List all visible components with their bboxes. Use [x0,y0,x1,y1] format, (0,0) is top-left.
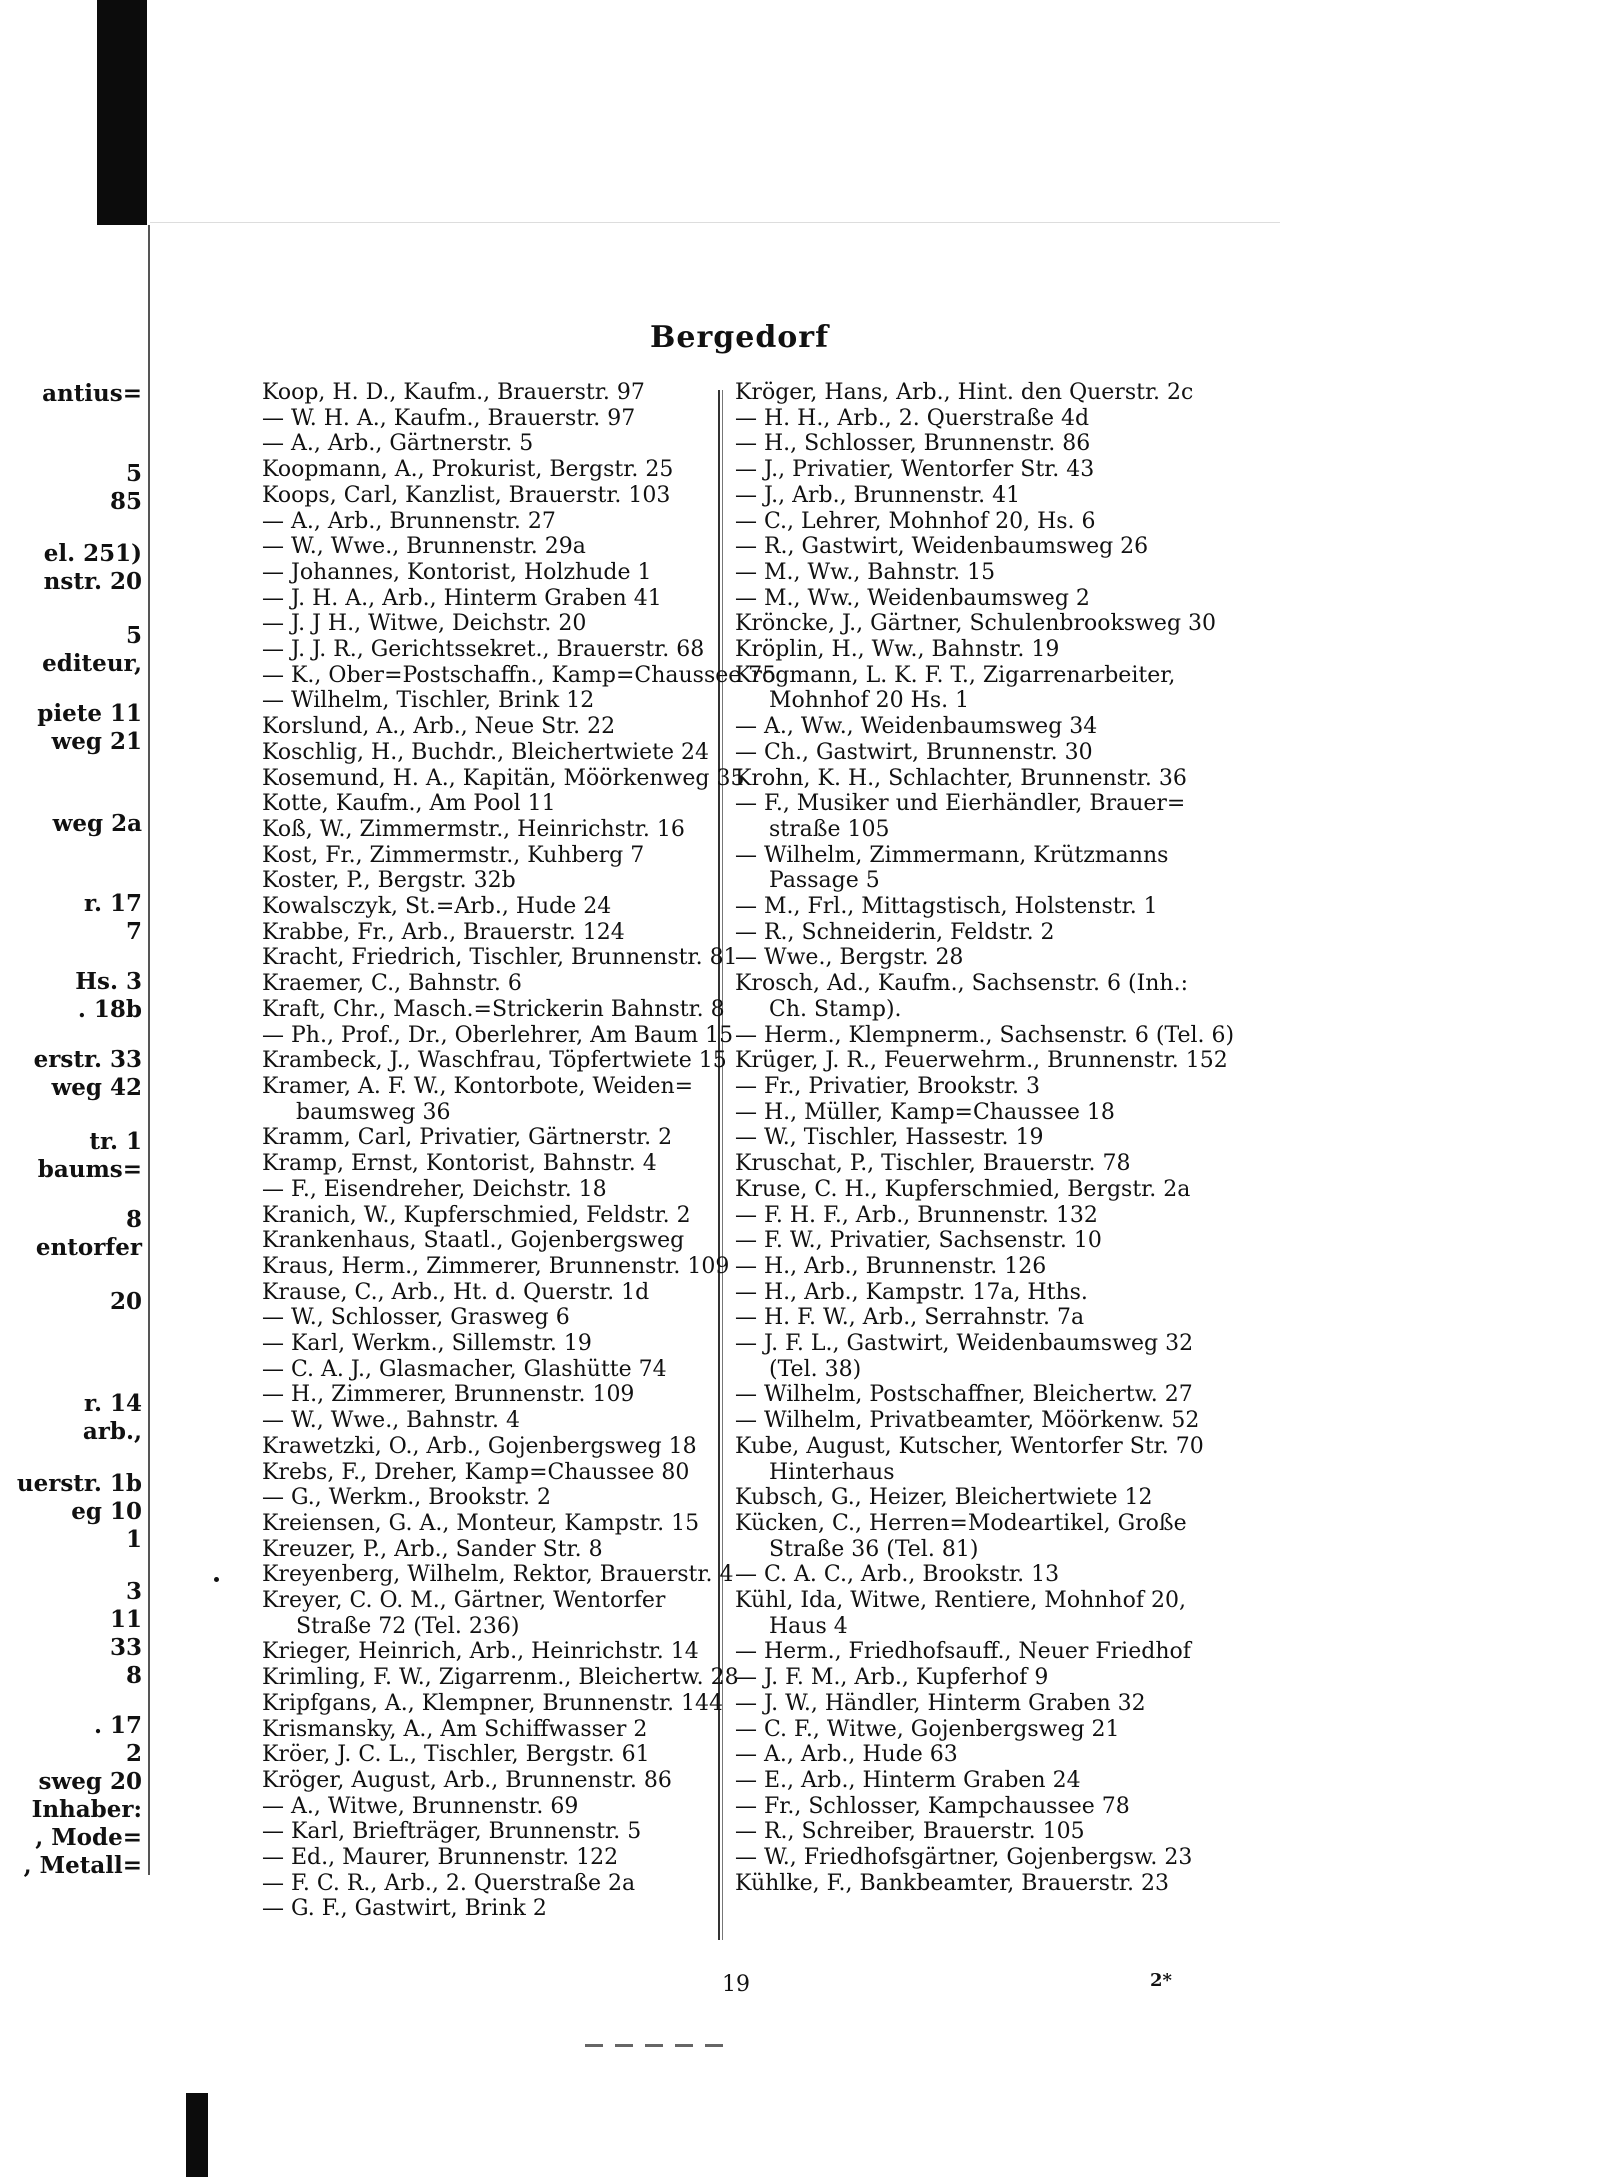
directory-entry: Koops, Carl, Kanzlist, Brauerstr. 103 [262,482,671,508]
facing-page-line: erstr. 33 [33,1046,142,1073]
facing-page-line: uerstr. 1b [16,1470,142,1497]
directory-entry: Krismansky, A., Am Schiffwasser 2 [262,1716,648,1742]
facing-page-line: baums= [37,1156,142,1183]
facing-page-line: piete 11 [37,700,142,727]
directory-entry: Koop, H. D., Kaufm., Brauerstr. 97 [262,380,645,405]
directory-entry: — M., Ww., Weidenbaumsweg 2 [735,585,1090,611]
directory-entry: — R., Schneiderin, Feldstr. 2 [735,919,1055,945]
directory-entry: Kühlke, F., Bankbeamter, Brauerstr. 23 [735,1870,1170,1896]
directory-entry: — Herm., Friedhofsauff., Neuer Friedhof [735,1639,1191,1665]
directory-entry: Kruschat, P., Tischler, Brauerstr. 78 [735,1151,1131,1177]
directory-entry: Kraus, Herm., Zimmerer, Brunnenstr. 109 [262,1253,730,1279]
directory-entry: — F., Eisendreher, Deichstr. 18 [262,1176,607,1202]
directory-entry: Haus 4 [769,1613,848,1639]
directory-entry: Kruse, C. H., Kupferschmied, Bergstr. 2a [735,1176,1191,1202]
directory-entry: Mohnhof 20 Hs. 1 [769,688,970,714]
facing-page-line: 2 [125,1740,142,1767]
directory-entry: — C., Lehrer, Mohnhof 20, Hs. 6 [735,508,1096,534]
directory-entry: Kube, August, Kutscher, Wentorfer Str. 70 [735,1433,1204,1459]
directory-entry: — A., Arb., Hude 63 [735,1742,958,1768]
margin-dot [214,1577,219,1582]
facing-page-line: weg 2a [52,810,142,837]
directory-entry: Kotte, Kaufm., Am Pool 11 [262,791,556,817]
facing-page-line: eg 10 [71,1498,142,1525]
facing-page-line: 33 [109,1634,142,1661]
directory-entry: — A., Arb., Brunnenstr. 27 [262,508,556,534]
directory-entry: Kramp, Ernst, Kontorist, Bahnstr. 4 [262,1151,657,1177]
directory-entry: Kramm, Carl, Privatier, Gärtnerstr. 2 [262,1125,673,1151]
directory-entry: — H., Zimmerer, Brunnenstr. 109 [262,1382,635,1408]
directory-entry: Kücken, C., Herren=Modeartikel, Große [735,1510,1187,1536]
directory-entry: — E., Arb., Hinterm Graben 24 [735,1767,1081,1793]
directory-entry: Kracht, Friedrich, Tischler, Brunnenstr. 81 [262,945,738,971]
directory-entry: — J. H. A., Arb., Hinterm Graben 41 [262,585,662,611]
directory-entry: Krabbe, Fr., Arb., Brauerstr. 124 [262,919,625,945]
directory-entry: — H. F. W., Arb., Serrahnstr. 7a [735,1305,1085,1331]
directory-entry: — A., Witwe, Brunnenstr. 69 [262,1793,579,1819]
facing-page-line: arb., [82,1418,142,1445]
directory-entry: Kreyenberg, Wilhelm, Rektor, Brauerstr. 4 [262,1562,734,1588]
directory-entry: — G., Werkm., Brookstr. 2 [262,1485,552,1511]
directory-entry: — Johannes, Kontorist, Holzhude 1 [262,559,652,585]
printer-signature: 2* [1150,1970,1172,1991]
facing-page-line: sweg 20 [38,1768,142,1795]
directory-entry: — Fr., Privatier, Brookstr. 3 [735,1073,1040,1099]
page-title: Bergedorf [650,320,830,355]
directory-entry: — M., Frl., Mittagstisch, Holstenstr. 1 [735,894,1158,920]
facing-page-line: 5 [125,460,142,487]
facing-page-line: r. 17 [83,890,142,917]
facing-page-line: tr. 1 [89,1128,142,1155]
footer-dash-marks [585,2044,725,2047]
directory-entry: Kröger, Hans, Arb., Hint. den Querstr. 2c [735,380,1194,405]
directory-entry: Krosch, Ad., Kaufm., Sachsenstr. 6 (Inh.: [735,971,1188,997]
facing-page-line: 5 [125,622,142,649]
directory-entry: — Ph., Prof., Dr., Oberlehrer, Am Baum 15 [262,1022,734,1048]
directory-entry: (Tel. 38) [769,1356,862,1382]
directory-entry: Kröncke, J., Gärtner, Schulenbrooksweg 30 [735,611,1217,637]
facing-page-line: Inhaber: [31,1796,142,1823]
directory-entry: Krohn, K. H., Schlachter, Brunnenstr. 36 [735,765,1187,791]
directory-entry: — W., Wwe., Brunnenstr. 29a [262,534,586,560]
directory-entry: — Wilhelm, Tischler, Brink 12 [262,688,595,714]
facing-page-line: 20 [109,1288,142,1315]
directory-entry: — Wwe., Bergstr. 28 [735,945,964,971]
right-column [735,380,1235,1896]
directory-entry: Passage 5 [769,868,880,894]
directory-entry: Krogmann, L. K. F. T., Zigarrenarbeiter, [735,662,1176,688]
directory-entry: — J. J H., Witwe, Deichstr. 20 [262,611,587,637]
directory-entry: Kraemer, C., Bahnstr. 6 [262,971,522,997]
facing-page-line: Hs. 3 [75,968,142,995]
left-column [262,380,777,1922]
directory-entry: Kripfgans, A., Klempner, Brunnenstr. 144 [262,1690,724,1716]
directory-entry: — H., Schlosser, Brunnenstr. 86 [735,431,1091,457]
directory-entry: — C. A. J., Glasmacher, Glashütte 74 [262,1356,667,1382]
directory-entry: Kühl, Ida, Witwe, Rentiere, Mohnhof 20, [735,1588,1186,1614]
facing-page-line: r. 14 [83,1390,142,1417]
directory-entry: Krause, C., Arb., Ht. d. Querstr. 1d [262,1279,650,1305]
directory-entry: — J., Privatier, Wentorfer Str. 43 [735,457,1095,483]
facing-page-line: . 18b [77,996,142,1023]
facing-page-line: nstr. 20 [43,568,142,595]
directory-entry: — W., Schlosser, Grasweg 6 [262,1305,570,1331]
directory-entry: — Wilhelm, Privatbeamter, Möörkenw. 52 [735,1408,1200,1434]
directory-entry: Kreyer, C. O. M., Gärtner, Wentorfer [262,1588,666,1614]
facing-page-line: editeur, [42,650,142,677]
directory-entry: — F. C. R., Arb., 2. Querstraße 2a [262,1870,636,1896]
directory-entry: — G. F., Gastwirt, Brink 2 [262,1896,547,1922]
facing-page-line: 85 [109,488,142,515]
directory-entry: Kreuzer, P., Arb., Sander Str. 8 [262,1536,603,1562]
directory-entry: Kubsch, G., Heizer, Bleichertwiete 12 [735,1485,1153,1511]
facing-page-line: 8 [125,1662,142,1689]
directory-entry: Straße 72 (Tel. 236) [296,1613,520,1639]
facing-page-line: weg 21 [51,728,142,755]
facing-page-line: entorfer [35,1234,142,1261]
directory-entry: Kowalsczyk, St.=Arb., Hude 24 [262,894,612,920]
facing-page-line: . 17 [93,1712,142,1739]
directory-entry: Kröer, J. C. L., Tischler, Bergstr. 61 [262,1742,650,1768]
facing-page-line: 11 [109,1606,142,1633]
directory-entry: Kröger, August, Arb., Brunnenstr. 86 [262,1767,672,1793]
directory-entry: — Wilhelm, Postschaffner, Bleichertw. 27 [735,1382,1193,1408]
directory-entry: Ch. Stamp). [769,996,902,1022]
directory-entry: Straße 36 (Tel. 81) [769,1536,979,1562]
directory-entry: straße 105 [769,816,890,842]
directory-entry: Krambeck, J., Waschfrau, Töpfertwiete 15 [262,1048,727,1074]
directory-entry: Korslund, A., Arb., Neue Str. 22 [262,714,616,740]
directory-entry: — A., Arb., Gärtnerstr. 5 [262,431,534,457]
directory-entry: Krawetzki, O., Arb., Gojenbergsweg 18 [262,1433,697,1459]
directory-entry: — A., Ww., Weidenbaumsweg 34 [735,714,1098,740]
directory-entry: — H., Arb., Kampstr. 17a, Hths. [735,1279,1088,1305]
directory-entry: — H., Arb., Brunnenstr. 126 [735,1253,1047,1279]
directory-entry: Hinterhaus [769,1459,895,1485]
directory-entry: — W., Tischler, Hassestr. 19 [735,1125,1044,1151]
facing-page-line: weg 42 [51,1074,142,1101]
directory-entry: — Ch., Gastwirt, Brunnenstr. 30 [735,739,1093,765]
directory-entry: — Karl, Werkm., Sillemstr. 19 [262,1331,592,1357]
directory-entry: Krimling, F. W., Zigarrenm., Bleichertw. 28 [262,1665,739,1691]
facing-page-line: , Mode= [35,1824,142,1851]
directory-entry: Krieger, Heinrich, Arb., Heinrichstr. 14 [262,1639,699,1665]
directory-entry: Kraft, Chr., Masch.=Strickerin Bahnstr. 8 [262,996,725,1022]
directory-entry: — Fr., Schlosser, Kampchaussee 78 [735,1793,1130,1819]
directory-entry: — J. F. L., Gastwirt, Weidenbaumsweg 32 [735,1331,1194,1357]
directory-entry: — M., Ww., Bahnstr. 15 [735,559,996,585]
directory-entry: — J. J. R., Gerichtssekret., Brauerstr. 68 [262,637,705,663]
directory-entry: Koopmann, A., Prokurist, Bergstr. 25 [262,457,674,483]
directory-entry: — Ed., Maurer, Brunnenstr. 122 [262,1845,619,1871]
directory-entry: — Herm., Klempnerm., Sachsenstr. 6 (Tel. 6) [735,1022,1235,1048]
directory-entry: — R., Gastwirt, Weidenbaumsweg 26 [735,534,1149,560]
directory-entry: Koß, W., Zimmermstr., Heinrichstr. 16 [262,816,685,842]
directory-entry: — J. W., Händler, Hinterm Graben 32 [735,1690,1146,1716]
facing-page-line: 7 [125,918,142,945]
directory-entry: — W. H. A., Kaufm., Brauerstr. 97 [262,405,636,431]
binding-shadow-top [97,0,147,225]
facing-page-line: , Metall= [23,1852,142,1879]
directory-entry: — W., Wwe., Bahnstr. 4 [262,1408,521,1434]
directory-entry: — H. H., Arb., 2. Querstraße 4d [735,405,1090,431]
directory-entry: Koster, P., Bergstr. 32b [262,868,516,894]
page-number: 19 [722,1972,750,1997]
directory-entry: Kost, Fr., Zimmermstr., Kuhberg 7 [262,842,645,868]
facing-page-line: 3 [125,1578,142,1605]
directory-entry: — K., Ober=Postschaffn., Kamp=Chaussee 75 [262,662,777,688]
facing-page-line: 1 [125,1526,142,1553]
directory-entry: — Karl, Briefträger, Brunnenstr. 5 [262,1819,642,1845]
directory-entry: — C. A. C., Arb., Brookstr. 13 [735,1562,1060,1588]
directory-entry: baumsweg 36 [296,1099,451,1125]
directory-entry: Kosemund, H. A., Kapitän, Möörkenweg 35 [262,765,745,791]
directory-entry: Krankenhaus, Staatl., Gojenbergsweg [262,1228,685,1254]
directory-entry: Kranich, W., Kupferschmied, Feldstr. 2 [262,1202,691,1228]
facing-page-line: el. 251) [43,540,142,567]
directory-entry: — W., Friedhofsgärtner, Gojenbergsw. 23 [735,1845,1193,1871]
directory-entry: Kramer, A. F. W., Kontorbote, Weiden= [262,1073,694,1099]
directory-entry: — Wilhelm, Zimmermann, Krützmanns [735,842,1169,868]
directory-entry: Kröplin, H., Ww., Bahnstr. 19 [735,637,1060,663]
directory-entry: — J. F. M., Arb., Kupferhof 9 [735,1665,1049,1691]
directory-entry: Kreiensen, G. A., Monteur, Kampstr. 15 [262,1510,700,1536]
directory-entry: Krüger, J. R., Feuerwehrm., Brunnenstr. 152 [735,1048,1228,1074]
directory-entry: — F. W., Privatier, Sachsenstr. 10 [735,1228,1102,1254]
directory-entry: — C. F., Witwe, Gojenbergsweg 21 [735,1716,1120,1742]
directory-entry: Koschlig, H., Buchdr., Bleichertwiete 24 [262,739,710,765]
directory-entry: Krebs, F., Dreher, Kamp=Chaussee 80 [262,1459,690,1485]
directory-entry: — H., Müller, Kamp=Chaussee 18 [735,1099,1115,1125]
directory-entry: — R., Schreiber, Brauerstr. 105 [735,1819,1085,1845]
facing-page-line: antius= [42,380,142,407]
directory-entry: — J., Arb., Brunnenstr. 41 [735,482,1021,508]
directory-entry: — F. H. F., Arb., Brunnenstr. 132 [735,1202,1098,1228]
facing-page-fragment [0,225,151,1879]
facing-page-line: 8 [125,1206,142,1233]
directory-entry: — F., Musiker und Eierhändler, Brauer= [735,791,1186,817]
